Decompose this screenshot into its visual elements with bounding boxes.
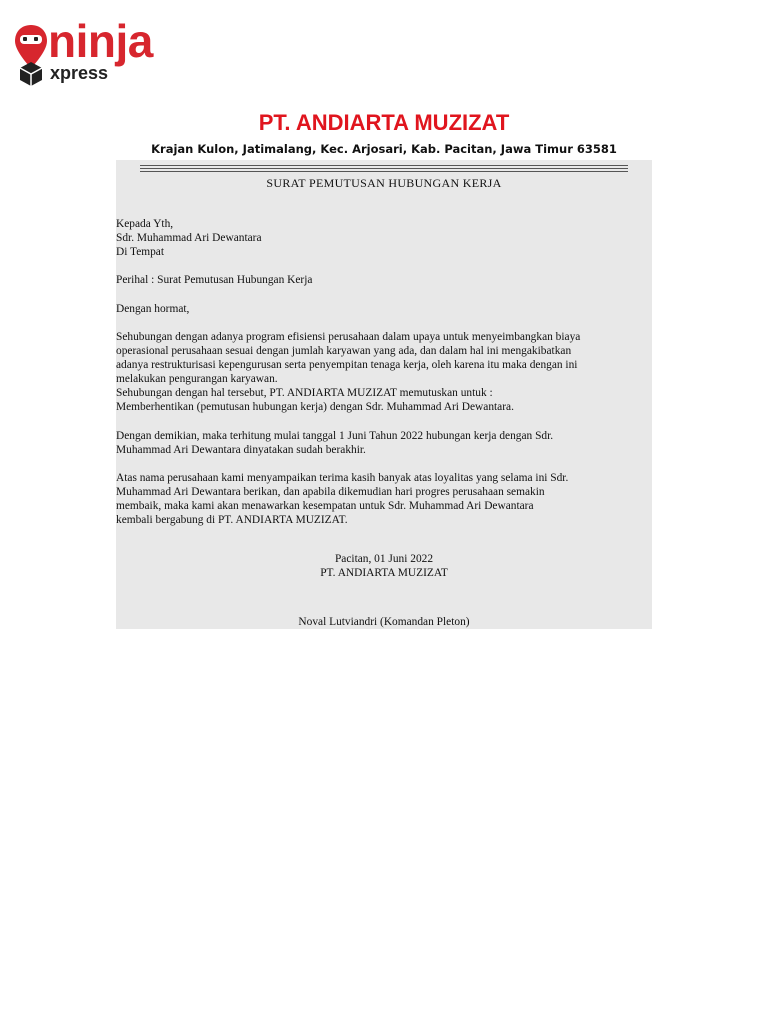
- body-line: Muhammad Ari Dewantara berikan, dan apabila dikemudian hari progres perusahaan semakin: [116, 486, 545, 498]
- body-line: kembali bergabung di PT. ANDIARTA MUZIZAT.: [116, 514, 348, 526]
- location-pin-icon: [14, 24, 50, 86]
- signatory-name: Noval Lutviandri (Komandan Pleton): [298, 616, 470, 628]
- recipient-line: Kepada Yth,: [116, 218, 174, 230]
- company-name: PT. ANDIARTA MUZIZAT: [258, 110, 510, 135]
- signature-block: [116, 552, 652, 580]
- letter-title: SURAT PEMUTUSAN HUBUNGAN KERJA: [266, 176, 502, 190]
- body-line: membaik, maka kami akan menawarkan kesempatan untuk Sdr. Muhammad Ari Dewantara: [116, 500, 534, 512]
- body-line: Memberhentikan (pemutusan hubungan kerja) dengan Sdr. Muhammad Ari Dewantara.: [116, 401, 514, 413]
- company-address: Krajan Kulon, Jatimalang, Kec. Arjosari, Kab. Pacitan, Jawa Timur 63581: [151, 142, 617, 156]
- subject-line: Perihal : Surat Pemutusan Hubungan Kerja: [116, 274, 313, 286]
- brand-name: ninja: [48, 15, 153, 67]
- body-paragraph-2: [116, 429, 646, 457]
- body-line: Dengan demikian, maka terhitung mulai tanggal 1 Juni Tahun 2022 hubungan kerja dengan Sdr.: [116, 430, 554, 442]
- body-paragraph-1: [116, 330, 646, 414]
- body-line: adanya restrukturisasi kepengurusan serta penyempitan tenaga kerja, oleh karena itu maka dengan ini: [116, 359, 578, 371]
- ninja-xpress-logo: [12, 15, 172, 90]
- recipient-line: Di Tempat: [116, 246, 165, 258]
- body-line: Sehubungan dengan adanya program efisiensi perusahaan dalam upaya untuk menyeimbangkan biaya: [116, 331, 581, 343]
- body-line: operasional perusahaan sesuai dengan jumlah karyawan yang ada, dan dalam hal ini mengakibatkan: [116, 345, 572, 357]
- brand-tagline: xpress: [50, 63, 109, 83]
- letter-body: [116, 160, 652, 629]
- body-paragraph-3: [116, 471, 646, 527]
- body-line: Muhammad Ari Dewantara dinyatakan sudah berakhir.: [116, 444, 366, 456]
- recipient-block: [116, 217, 646, 259]
- body-line: melakukan pengurangan karyawan.: [116, 373, 278, 385]
- divider-line: [140, 168, 628, 169]
- body-line: Atas nama perusahaan kami menyampaikan terima kasih banyak atas loyalitas yang selama ini Sdr.: [116, 472, 569, 484]
- signing-company: PT. ANDIARTA MUZIZAT: [320, 567, 448, 579]
- divider-line: [140, 171, 628, 172]
- body-line: Sehubungan dengan hal tersebut, PT. ANDIARTA MUZIZAT memutuskan untuk :: [116, 387, 493, 399]
- greeting: Dengan hormat,: [116, 303, 190, 315]
- recipient-line: Sdr. Muhammad Ari Dewantara: [116, 232, 262, 244]
- divider-line: [140, 165, 628, 166]
- place-date: Pacitan, 01 Juni 2022: [334, 553, 434, 565]
